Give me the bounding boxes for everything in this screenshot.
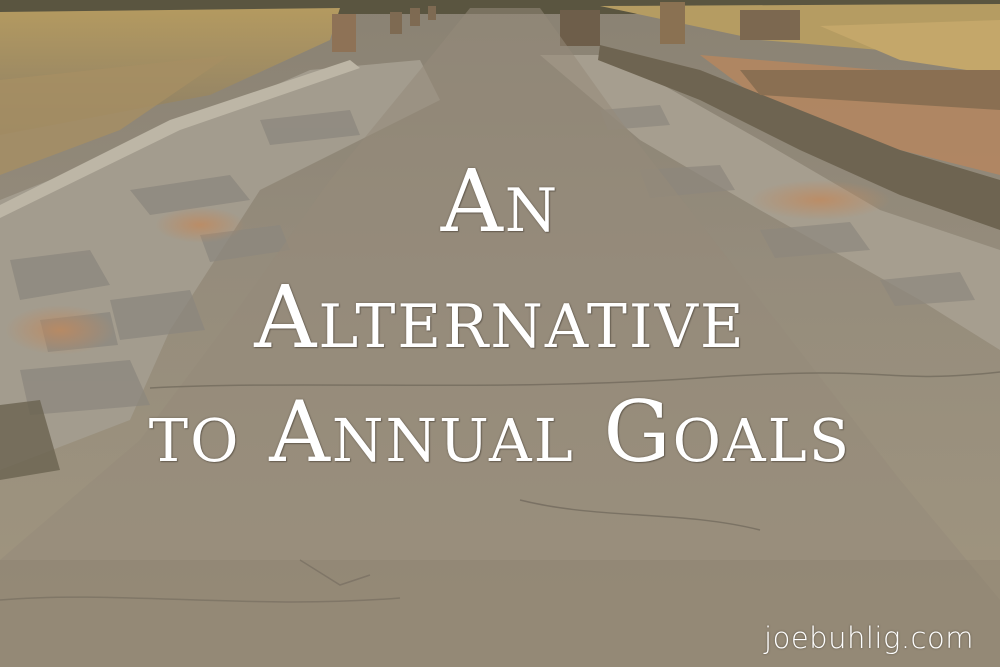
left-rust-stain <box>5 305 115 355</box>
right-rust-stain <box>750 180 890 220</box>
left-pillar-1 <box>332 14 356 52</box>
headline-line-2: Alternative <box>254 268 746 368</box>
left-pillar-3 <box>410 8 420 26</box>
right-pillar-1 <box>660 2 685 44</box>
headline-line-3: to Annual Goals <box>148 383 852 481</box>
left-rust-stain-2 <box>155 207 245 243</box>
right-near-pillar <box>560 10 600 46</box>
right-ruin-block <box>740 10 800 40</box>
site-watermark: joebuhlig.com <box>764 621 974 655</box>
left-pillar-4 <box>428 6 436 20</box>
headline-line-1: An <box>440 152 560 252</box>
left-pillar-2 <box>390 12 402 34</box>
